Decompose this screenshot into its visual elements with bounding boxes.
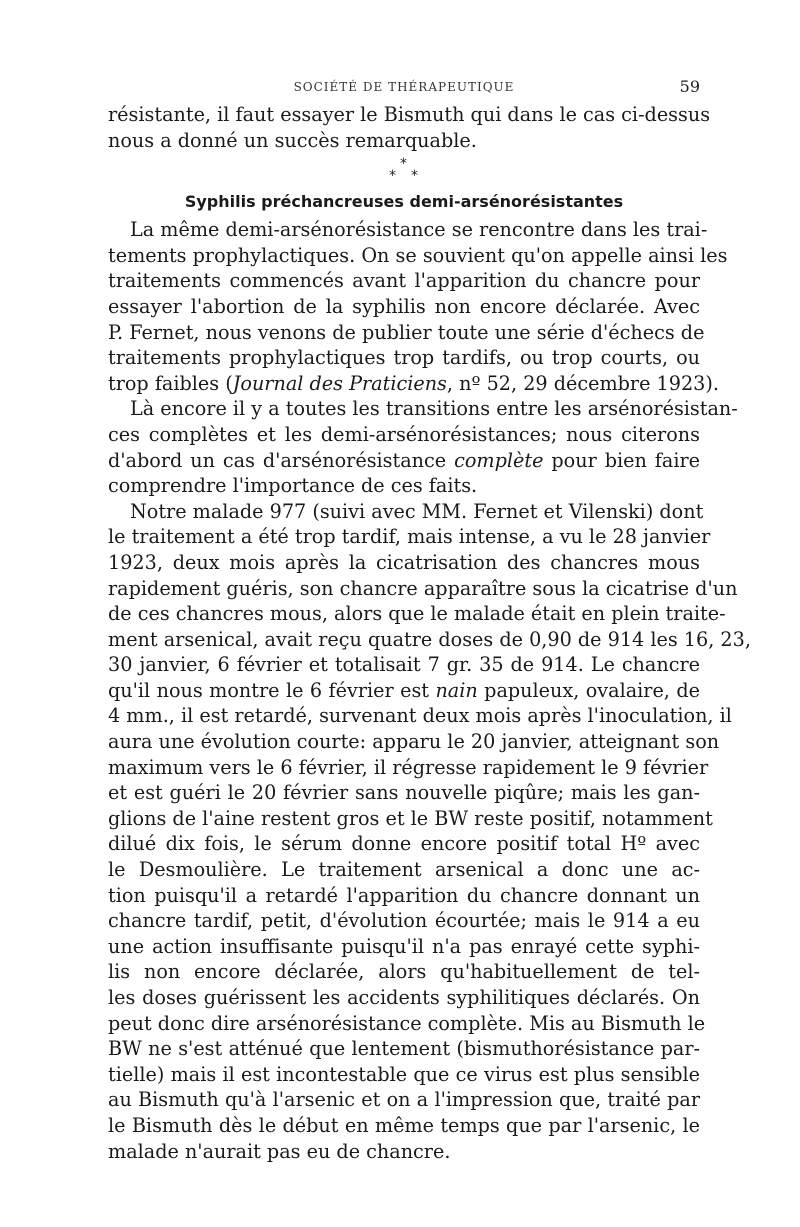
text-line: Notre malade 977 (suivi avec MM. Fernet et Vilenski) dont (130, 499, 704, 523)
text-line: dilué dix fois, le sérum donne encore positif total Hº avec (108, 832, 700, 856)
text-line: tion puisqu'il a retardé l'apparition du chancre donnant un (108, 883, 700, 907)
paragraph-2 (108, 396, 738, 498)
paragraph-1 (108, 217, 728, 396)
running-title: SOCIÉTÉ DE THÉRAPEUTIQUE (293, 80, 515, 94)
text-line: résistante, il faut essayer le Bismuth qui dans le cas ci-dessus (108, 103, 711, 126)
text-line: aura une évolution courte: apparu le 20 janvier, atteignant son (108, 730, 720, 754)
text-line (108, 448, 700, 474)
text-line: chancre tardif, petit, d'évolution écourtée; mais le 914 a eu (108, 909, 700, 933)
emphasis-word: nain (435, 678, 478, 702)
journal-title: Journal des Praticiens (232, 371, 447, 395)
text-line: essayer l'abortion de la syphilis non encore déclarée. Avec (108, 294, 700, 318)
text-line: 30 janvier, 6 février et totalisait 7 gr. 35 de 914. Le chancre (108, 653, 700, 677)
section-heading: Syphilis préchancreuses demi-arsénorésistantes (184, 192, 624, 212)
document-page (108, 72, 751, 1164)
page-number: 59 (679, 77, 700, 96)
text-line: lis non encore déclarée, alors qu'habituellement de tel- (108, 960, 700, 984)
asterism-star: * (389, 168, 396, 185)
text-line (108, 371, 719, 397)
text-line (108, 678, 700, 704)
asterism-divider (108, 153, 700, 187)
text-line: 4 mm., il est retardé, survenant deux mois après l'inoculation, il (108, 704, 732, 728)
text-fragment: trop faibles ( (108, 371, 233, 395)
text-line: traitements commencés avant l'apparition du chancre pour (108, 269, 700, 293)
text-line: maximum vers le 6 février, il régresse rapidement le 9 février (108, 755, 709, 779)
text-fragment: qu'il nous montre le 6 février est (108, 678, 429, 702)
text-fragment: d'abord un cas d'arsénorésistance (108, 448, 447, 472)
text-line: ment arsenical, avait reçu quatre doses de 0,90 de 914 les 16, 23, (108, 627, 751, 651)
text-fragment: , nº 52, 29 décembre 1923). (446, 371, 719, 395)
text-line: peut donc dire arsénorésistance complète. Mis au Bismuth le (108, 1011, 706, 1035)
text-line: tements prophylactiques. On se souvient qu'on appelle ainsi les (108, 243, 728, 267)
text-line: traitements prophylactiques trop tardifs, ou trop courts, ou (108, 346, 700, 370)
emphasis-word: complète (454, 448, 544, 472)
text-line: P. Fernet, nous venons de publier toute une série d'échecs de (108, 320, 705, 344)
paragraph-3 (108, 499, 751, 1164)
text-line: nous a donné un succès remarquable. (108, 128, 477, 152)
text-line: au Bismuth qu'à l'arsenic et on a l'impression que, traité par (108, 1088, 700, 1112)
text-line: glions de l'aine restent gros et le BW reste positif, notamment (108, 806, 713, 830)
text-line: 1923, deux mois après la cicatrisation des chancres mous (108, 550, 700, 574)
asterism-star: * (411, 168, 418, 185)
text-line: tielle) mais il est incontestable que ce virus est plus sensible (108, 1062, 700, 1086)
text-line: le traitement a été trop tardif, mais intense, a vu le 28 janvier (108, 525, 711, 549)
text-line: ces complètes et les demi-arsénorésistances; nous citerons (108, 422, 700, 446)
paragraph-intro (108, 102, 711, 153)
text-line: La même demi-arsénorésistance se rencontre dans les trai- (130, 218, 708, 242)
text-line: les doses guérissent les accidents syphilitiques déclarés. On (108, 986, 700, 1009)
text-line: rapidement guéris, son chancre apparaître sous la cicatrise d'un (108, 576, 738, 600)
running-head (108, 72, 700, 102)
text-line: le Bismuth dès le début en même temps que par l'arsenic, le (108, 1113, 700, 1137)
text-line: BW ne s'est atténué que lentement (bismuthorésistance par- (108, 1037, 700, 1061)
text-line: et est guéri le 20 février sans nouvelle piqûre; mais les gan- (108, 781, 700, 805)
text-line: Là encore il y a toutes les transitions entre les arsénorésistan- (130, 397, 738, 421)
text-fragment: papuleux, ovalaire, de (484, 678, 700, 702)
text-line: une action insuffisante puisqu'il n'a pas enrayé cette syphi- (108, 934, 700, 958)
text-line: malade n'aurait pas eu de chancre. (108, 1139, 451, 1163)
asterism-star: * (400, 156, 407, 173)
text-line: le Desmoulière. Le traitement arsenical a donc une ac- (108, 858, 700, 882)
text-line: de ces chancres mous, alors que le malade était en plein traite- (108, 602, 726, 626)
text-fragment: pour bien faire (551, 448, 700, 472)
text-line: comprendre l'importance de ces faits. (108, 474, 478, 498)
